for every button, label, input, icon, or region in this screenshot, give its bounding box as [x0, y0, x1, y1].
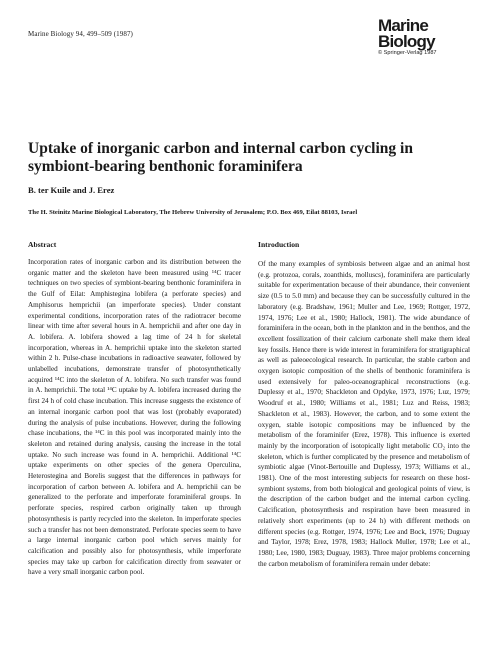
journal-reference: Marine Biology 94, 499–509 (1987): [28, 30, 133, 38]
introduction-heading: Introduction: [258, 240, 300, 249]
article-title: Uptake of inorganic carbon and internal carbon cycling in symbiont-bearing benthonic foraminifera: [28, 140, 413, 175]
journal-logo: [378, 18, 478, 56]
author-affiliation: The H. Steinitz Marine Biological Laboratory, The Hebrew University of Jerusalem; P.O. Box 469, Eilat 88103, Israel: [28, 209, 358, 216]
publisher-copyright: © Springer-Verlag 1987: [378, 50, 437, 56]
abstract-text: Incorporation rates of inorganic carbon and its distribution between the organic matter and the skeleton have been measured using ¹⁴C tracer techniques on two species of symbiont-bearing benthonic foraminifera in the Gulf of Eilat: Amphistegina lobifera (a perforate species) and Amphisorus hemprichii (an imperforate species). Under constant experimental conditions, incorporation rates of the radiotracer become linear with time after several hours in A. hemprichii and after one day in A. lobifera. A. lobifera showed a lag time of 24 h for skeletal incorporation, whereas in A. hemprichii uptake into the skeleton started within 2 h. Pulse-chase incubations in radioactive seawater, followed by unlabelled incubations, demonstrate transfer of photosynthetically acquired ¹⁴C into the skeleton of A. lobifera. No such transfer was found in A. hemprichii. The total ¹⁴C uptake by A. lobifera increased during the first 24 h of cold chase incubation. This increase suggests the existence of an internal inorganic carbon pool that was lost (probably evaporated) during the analysis of pulse incubations. However, during the following chase incubations, the ¹⁴C in this pool was incorporated mainly into the skeleton and retained during analysis, causing the increase in the total uptake. No such increase was found in A. hemprichii. Additional ¹⁴C uptake experiments on other species of the genera Operculina, Heterostegina and Borelis suggest that the differences in pathways for incorporation of carbon between A. lobifera and A. hemprichii can be generalized to the perforate and imperforate foraminiferal groups. In perforate species, respired carbon originally taken up through photosynthesis is partly recycled into the skeleton. In imperforate species such a transfer has not been demonstrated. Perforate species seem to have a large internal inorganic carbon pool which serves mainly for calcification and possibly also for photosynthesis, while imperforate species may take up carbon for calcification directly from seawater or have a very small inorganic carbon pool.: [28, 258, 241, 577]
logo-line-marine: Marine: [378, 16, 428, 35]
abstract-heading: Abstract: [28, 240, 57, 249]
article-authors: B. ter Kuile and J. Erez: [28, 185, 115, 195]
introduction-text: Of the many examples of symbiosis between algae and an animal host (e.g. protozoa, corals, zoanthids, molluscs), foraminifera are particularly suitable for experimentation because of their abundance, their convenient size (0.5 to 5.0 mm) and because they can be successfully cultured in the laboratory (e.g. Bradshaw, 1961; Muller and Lee, 1969; Rottger, 1972, 1974, 1976; Lee et al., 1980; Hallock, 1981). The wide abundance of foraminifera in the ocean, both in the plankton and in the benthos, and the excellent fossilization of their calcium carbonate shell make them ideal key fossils. Hence there is wide interest in foraminifera for stratigraphical as well as paleoecological research. In particular, the stable carbon and oxygen isotopic composition of the shells of benthonic foraminifera is used extensively for paleo-oceanographical reconstructions (e.g. Duplessy et al., 1970; Shackleton and Opdyke, 1973, 1976; Luz, 1979; Woodruf et al., 1980; Williams et al., 1981; Luz and Reiss, 1983; Shackleton et al., 1983). However, the carbon, and to some extent the oxygen, stable isotopic compositions may be influenced by the metabolism of the foraminifer (Erez, 1978). This influence is exerted mainly by the incorporation of isotopically light metabolic CO₂ into the skeleton, which is further complicated by the presence and metabolism of symbiotic algae (Vinot-Bertouille and Duplessy, 1973; Williams et al., 1981). One of the most interesting subjects for research on these host-symbiont systems, from both biological and geological points of view, is the description of the carbon budget and the internal carbon cycling. Calcification, photosynthesis and respiration have been measured in relatively short experiments (up to 24 h) with different methods on different species (e.g. Rottger, 1974, 1976; Lee and Bock, 1976; Duguay and Taylor, 1978; Erez, 1978, 1983; Hallock Muller, 1978; Lee et al., 1980; Lee, 1980, 1983; Duguay, 1983). Three major problems concerning the carbon metabolism of foraminifera remain under debate:: [258, 260, 470, 568]
logo-line-biology: Biology: [378, 32, 435, 51]
